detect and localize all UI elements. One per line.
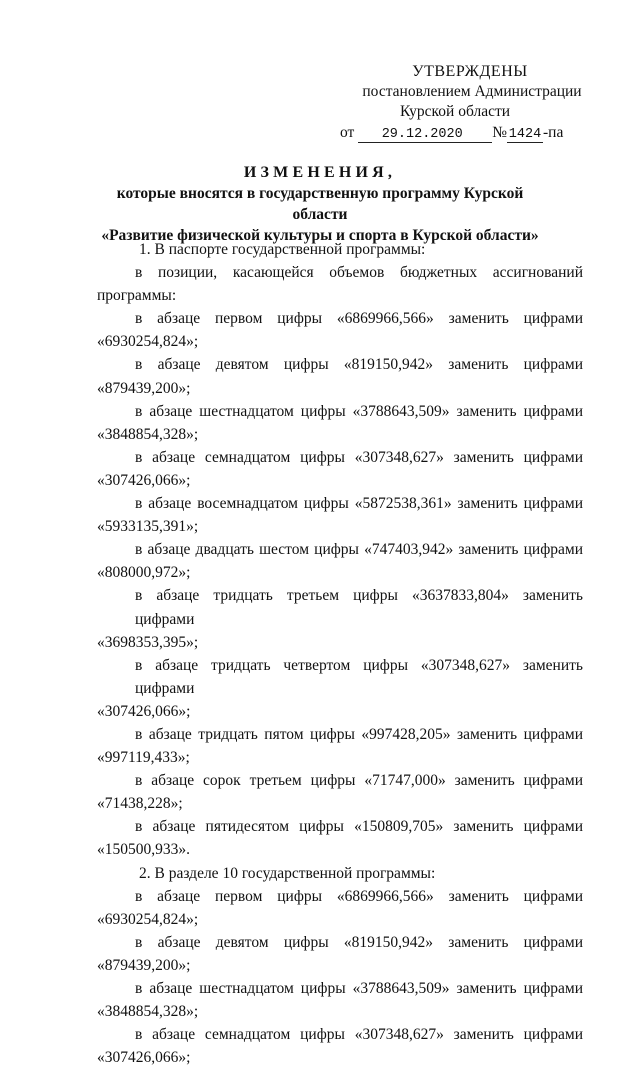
document-body bbox=[97, 238, 583, 1069]
amendment-value: «879439,200»; bbox=[97, 379, 191, 397]
amendment-line: в абзаце первом цифры «6869966,566» заменить цифрами bbox=[135, 887, 583, 905]
approval-number: 1424 bbox=[508, 127, 542, 142]
amendment-line: в абзаце тридцать четвертом цифры «307348,627» заменить цифрами bbox=[135, 656, 583, 697]
section-1-heading: 1. В паспорте государственной программы: bbox=[139, 241, 426, 258]
section-1-intro: в позиции, касающейся объемов бюджетных ассигнований bbox=[135, 264, 583, 282]
amendment-line: в абзаце двадцать шестом цифры «747403,942» заменить цифрами bbox=[135, 541, 583, 559]
approval-stamp bbox=[340, 62, 600, 143]
amendment-value: «808000,972»; bbox=[97, 564, 191, 582]
amendment-line: в абзаце шестнадцатом цифры «3788643,509» заменить цифрами bbox=[135, 980, 583, 997]
amendment-value: «879439,200»; bbox=[97, 956, 191, 974]
amendment-value: «3848854,328»; bbox=[97, 425, 199, 443]
approval-line-region: Курской области bbox=[400, 103, 511, 120]
number-suffix: -па bbox=[543, 124, 564, 141]
amendment-line: в абзаце семнадцатом цифры «307348,627» заменить цифрами bbox=[135, 1026, 583, 1044]
amendment-value: «307426,066»; bbox=[97, 1049, 191, 1067]
amendment-value: «150500,933». bbox=[97, 841, 190, 859]
amendment-line: в абзаце девятом цифры «819150,942» заменить цифрами bbox=[135, 356, 583, 374]
amendment-value: «6930254,824»; bbox=[97, 333, 199, 351]
amendment-value: «5933135,391»; bbox=[97, 518, 199, 536]
document-subtitle: которые вносятся в государственную программу Курской области bbox=[116, 185, 524, 223]
amendment-value: «307426,066»; bbox=[97, 702, 191, 720]
section-1-intro-cont: программы: bbox=[97, 287, 177, 305]
amendment-line: в абзаце тридцать третьем цифры «3637833,804» заменить цифрами bbox=[135, 587, 583, 628]
approval-title: УТВЕРЖДЕНЫ bbox=[412, 63, 528, 80]
amendment-value: «6930254,824»; bbox=[97, 910, 199, 928]
amendment-line: в абзаце восемнадцатом цифры «5872538,361» заменить цифрами bbox=[135, 495, 583, 513]
amendment-value: «997119,433»; bbox=[97, 749, 190, 767]
amendment-value: «307426,066»; bbox=[97, 471, 191, 489]
document-heading bbox=[95, 162, 545, 246]
from-label: от bbox=[340, 124, 355, 141]
document-title: ИЗМЕНЕНИЯ, bbox=[243, 164, 397, 181]
program-name: «Развитие физической культуры и спорта в Курской области» bbox=[101, 227, 539, 244]
amendment-value: «3698353,395»; bbox=[97, 633, 199, 651]
section-2-heading: 2. В разделе 10 государственной программы: bbox=[139, 864, 436, 882]
approval-date-number-line bbox=[340, 123, 600, 143]
amendment-line: в абзаце семнадцатом цифры «307348,627» заменить цифрами bbox=[135, 448, 583, 466]
amendment-line: в абзаце первом цифры «6869966,566» заменить цифрами bbox=[135, 310, 583, 328]
amendment-line: в абзаце тридцать пятом цифры «997428,205» заменить цифрами bbox=[135, 725, 583, 743]
approval-line-resolution: постановлением Администрации bbox=[362, 83, 582, 100]
amendment-value: «71438,228»; bbox=[97, 795, 183, 813]
amendment-line: в абзаце девятом цифры «819150,942» заменить цифрами bbox=[135, 933, 583, 951]
number-label: № bbox=[492, 124, 507, 141]
amendment-line: в абзаце пятидесятом цифры «150809,705» заменить цифрами bbox=[135, 818, 583, 836]
amendment-value: «3848854,328»; bbox=[97, 1003, 199, 1021]
amendment-line: в абзаце сорок третьем цифры «71747,000» заменить цифрами bbox=[135, 772, 583, 790]
approval-date: 29.12.2020 bbox=[358, 127, 492, 143]
amendment-line: в абзаце шестнадцатом цифры «3788643,509» заменить цифрами bbox=[135, 402, 583, 420]
